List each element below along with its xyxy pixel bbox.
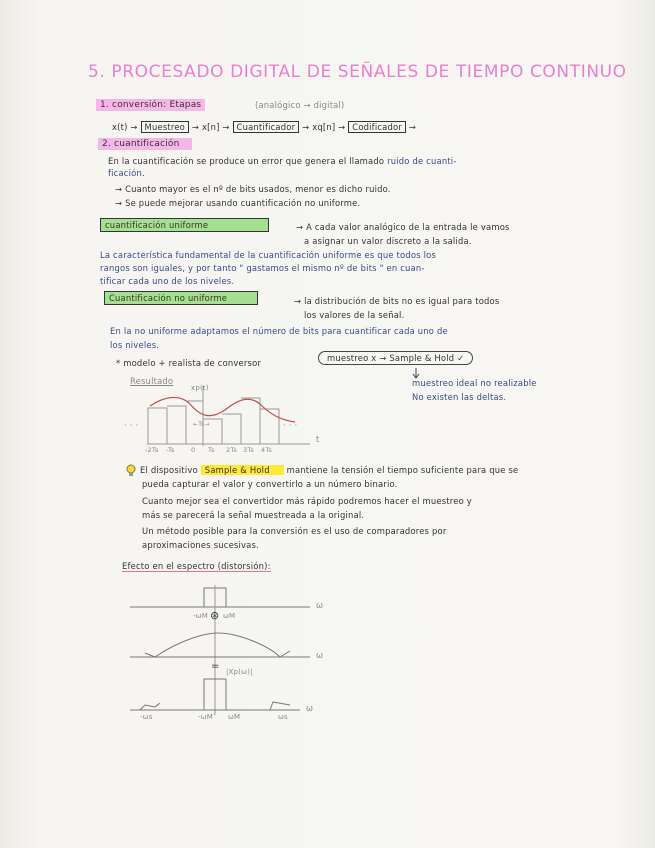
- nonuniform-desc: los valores de la señal.: [304, 310, 405, 320]
- spectrum2-curve: [145, 633, 290, 657]
- spectrum3-label: -ωs: [140, 713, 153, 721]
- sh-pre: El dispositivo: [140, 465, 198, 475]
- sh-line: más se parecerá la señal muestreada a la original.: [142, 510, 365, 520]
- section1-heading: 1. conversión: Etapas: [96, 99, 205, 111]
- flow-input: x(t) →: [112, 122, 138, 132]
- model-note: No existen las deltas.: [412, 392, 507, 402]
- spectrum1-label: -ωM: [193, 612, 209, 620]
- omega-label: ω: [306, 703, 314, 713]
- bullet-item: → Se puede mejorar usando cuantificación no uniforme.: [115, 198, 361, 208]
- convolution-symbol: ⊛: [210, 609, 220, 622]
- sh-line: aproximaciones sucesivas.: [142, 540, 259, 550]
- flow-codificador-box: Codificador: [348, 121, 406, 133]
- xtick: 2Ts: [226, 446, 238, 454]
- sh-line: Un método posible para la conversión es el uso de comparadores por: [142, 526, 447, 536]
- flow-xqn: → xq[n] →: [302, 122, 346, 132]
- graph-signal-curve: [150, 397, 295, 422]
- xtick: -2Ts: [145, 446, 159, 454]
- page-title: 5. PROCESADO DIGITAL DE SEÑALES DE TIEMPO CONTINUO: [88, 62, 627, 82]
- uniform-paragraph: rangos son iguales, y por tanto " gastamos el mismo nº de bits " en cuan-: [100, 263, 425, 273]
- conversion-flow: [112, 122, 416, 132]
- sh-post: mantiene la tensión el tiempo suficiente para que se: [286, 465, 519, 475]
- sh-highlight: Sample & Hold: [201, 465, 284, 475]
- para-text: En la cuantificación se produce un error que genera el llamado: [108, 156, 385, 166]
- xtick: 4Ts: [261, 446, 273, 454]
- model-text: * modelo + realista de conversor: [116, 358, 262, 368]
- graph-xaxis-label: t: [316, 434, 320, 444]
- nonuniform-desc: → la distribución de bits no es igual para todos: [294, 296, 500, 306]
- graph-title: Resultado: [130, 376, 174, 386]
- uniform-label: cuantificación uniforme: [100, 218, 269, 232]
- para-term: ruido de cuanti-: [387, 156, 457, 166]
- uniform-desc: → A cada valor analógico de la entrada le vamos: [296, 222, 510, 232]
- para-term-cont: ficación.: [108, 168, 145, 178]
- spectrum3-label: ωM: [228, 713, 241, 721]
- graph-dots-right: · · ·: [283, 420, 298, 430]
- graph-ts-label: ←Ts→: [193, 421, 210, 428]
- equals-symbol: =: [211, 661, 220, 672]
- model-note: muestreo ideal no realizable: [412, 378, 537, 388]
- uniform-paragraph: tificar cada uno de los niveles.: [100, 276, 235, 286]
- uniform-paragraph: La característica fundamental de la cuantificación uniforme es que todos los: [100, 250, 437, 260]
- graph-dots-left: · · ·: [124, 420, 139, 430]
- xtick: 3Ts: [243, 446, 255, 454]
- sh-line: [140, 465, 518, 475]
- nonuniform-paragraph: los niveles.: [110, 340, 160, 350]
- lightbulb-icon: [125, 464, 137, 478]
- section1-note: (analógico → digital): [255, 100, 345, 110]
- model-cloud: muestreo x → Sample & Hold ✓: [318, 351, 473, 365]
- nonuniform-paragraph: En la no uniforme adaptamos el número de bits para cuantificar cada uno de: [110, 326, 448, 336]
- spectrum3-label: ωs: [278, 713, 288, 721]
- graph-ylabel: xp(t): [191, 384, 209, 392]
- omega-label: ω: [316, 650, 324, 660]
- graph-hold-steps: [148, 398, 279, 444]
- xtick: Ts: [208, 446, 215, 454]
- spectrum1-label: ωM: [223, 612, 236, 620]
- flow-output: →: [408, 122, 417, 132]
- xtick: 0: [191, 446, 196, 454]
- spectrum3-label: -ωM: [198, 713, 214, 721]
- sh-line: pueda capturar el valor y convertirlo a un número binario.: [142, 479, 398, 489]
- omega-label: ω: [316, 600, 324, 610]
- flow-cuantificador-box: Cuantificador: [233, 121, 300, 133]
- uniform-desc: a asignar un valor discreto a la salida.: [304, 236, 472, 246]
- nonuniform-label: Cuantificación no uniforme: [104, 291, 258, 305]
- sh-line: Cuanto mejor sea el convertidor más rápido podremos hacer el muestreo y: [142, 496, 472, 506]
- xtick: -Ts: [166, 446, 175, 454]
- flow-xn: → x[n] →: [191, 122, 230, 132]
- spectrum3-magnitude-label: |Xp(ω)|: [226, 668, 253, 676]
- spectrum-heading: Efecto en el espectro (distorsión):: [122, 561, 271, 571]
- section2-heading: 2. cuantificación: [98, 138, 192, 150]
- flow-muestreo-box: Muestreo: [141, 121, 189, 133]
- bullet-item: → Cuanto mayor es el nº de bits usados, menor es dicho ruido.: [115, 184, 391, 194]
- section2-paragraph: [108, 156, 457, 166]
